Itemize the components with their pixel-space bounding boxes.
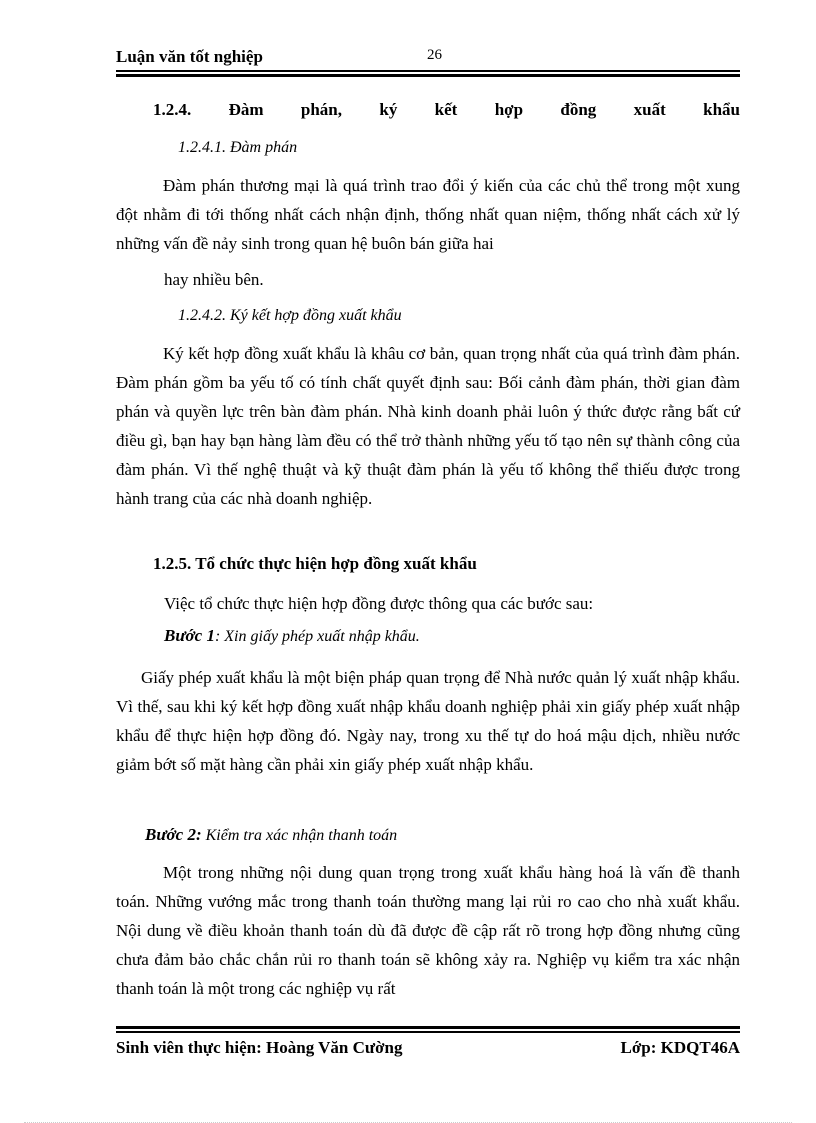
- footer-student-name: Sinh viên thực hiện: Hoàng Văn Cường: [116, 1038, 403, 1057]
- subsection-title-1-2-4-1: 1.2.4.1. Đàm phán: [178, 139, 298, 156]
- header-rule-thin: [116, 70, 740, 72]
- step-2-title: Kiểm tra xác nhận thanh toán: [201, 827, 398, 844]
- footer-rule-thick: [116, 1026, 740, 1029]
- step-2-line: [145, 825, 397, 845]
- paragraph-contract-signing: Ký kết hợp đồng xuất khẩu là khâu cơ bản, quan trọng nhất của quá trình đàm phán. Đàm phán gồm ba yếu tố có tính chất quyết định sau: Bối cảnh đàm phán, thời gian đàm phán và quyền lực trên bàn đàm phán. Nhà kinh doanh phải luôn ý thức được rằng bất cứ điều gì, bạn hay bạn hàng làm đều có thể trở thành những yếu tố tạo nên sự thành công của đàm phán. Vì thế nghệ thuật và kỹ thuật đàm phán là yếu tố không thể thiếu được trong hành trang của các nhà doanh nghiệp.: [116, 344, 740, 508]
- step-1-title: : Xin giấy phép xuất nhập khẩu.: [214, 628, 420, 645]
- subsection-title-1-2-4-2: 1.2.4.2. Ký kết hợp đồng xuất khẩu: [178, 307, 402, 324]
- footer-class: Lớp: KDQT46A: [620, 1038, 740, 1057]
- document-header-title: Luận văn tốt nghiệp: [116, 47, 263, 66]
- page-number: 26: [427, 47, 442, 63]
- step-1-line: [164, 626, 420, 646]
- section-heading-1-2-4: 1.2.4. Đàm phán, ký kết hợp đồng xuất khẩu: [153, 100, 740, 119]
- section-heading-1-2-5: 1.2.5. Tổ chức thực hiện hợp đồng xuất khẩu: [153, 554, 477, 573]
- paragraph-negotiation-tail: hay nhiều bên.: [164, 270, 264, 289]
- paragraph-steps-intro: Việc tổ chức thực hiện hợp đồng được thông qua các bước sau:: [164, 594, 594, 613]
- paragraph-negotiation: Đàm phán thương mại là quá trình trao đổi ý kiến của các chủ thể trong một xung đột nhằm đi tới thống nhất cách nhận định, thống nhất quan niệm, thống nhất cách xử lý những vấn đề nảy sinh trong quan hệ buôn bán giữa hai: [116, 176, 740, 253]
- header-rule-thick: [116, 74, 740, 77]
- paragraph-payment-verification: Một trong những nội dung quan trọng trong xuất khẩu hàng hoá là vấn đề thanh toán. Những vướng mắc trong thanh toán thường mang lại rủi ro cao cho nhà xuất khẩu. Nội dung về điều khoản thanh toán dù đã được đề cập rất rõ trong hợp đồng nhưng cũng chưa đảm bảo chắc chắn rủi ro thanh toán sẽ không xảy ra. Nghiệp vụ kiểm tra xác nhận thanh toán là một trong các nghiệp vụ rất: [116, 863, 740, 998]
- step-1-label: Bước 1: [164, 626, 215, 645]
- paragraph-export-license: Giấy phép xuất khẩu là một biện pháp quan trọng để Nhà nước quản lý xuất nhập khẩu. Vì thế, sau khi ký kết hợp đồng xuất nhập khẩu doanh nghiệp phải xin giấy phép xuất nhập khẩu để thực hiện hợp đồng đó. Ngày nay, trong xu thế tự do hoá mậu dịch, nhiều nước giảm bớt số mặt hàng cần phải xin giấy phép xuất nhập khẩu.: [116, 668, 740, 774]
- footer-rule-thin: [116, 1031, 740, 1033]
- step-2-label: Bước 2:: [145, 825, 202, 844]
